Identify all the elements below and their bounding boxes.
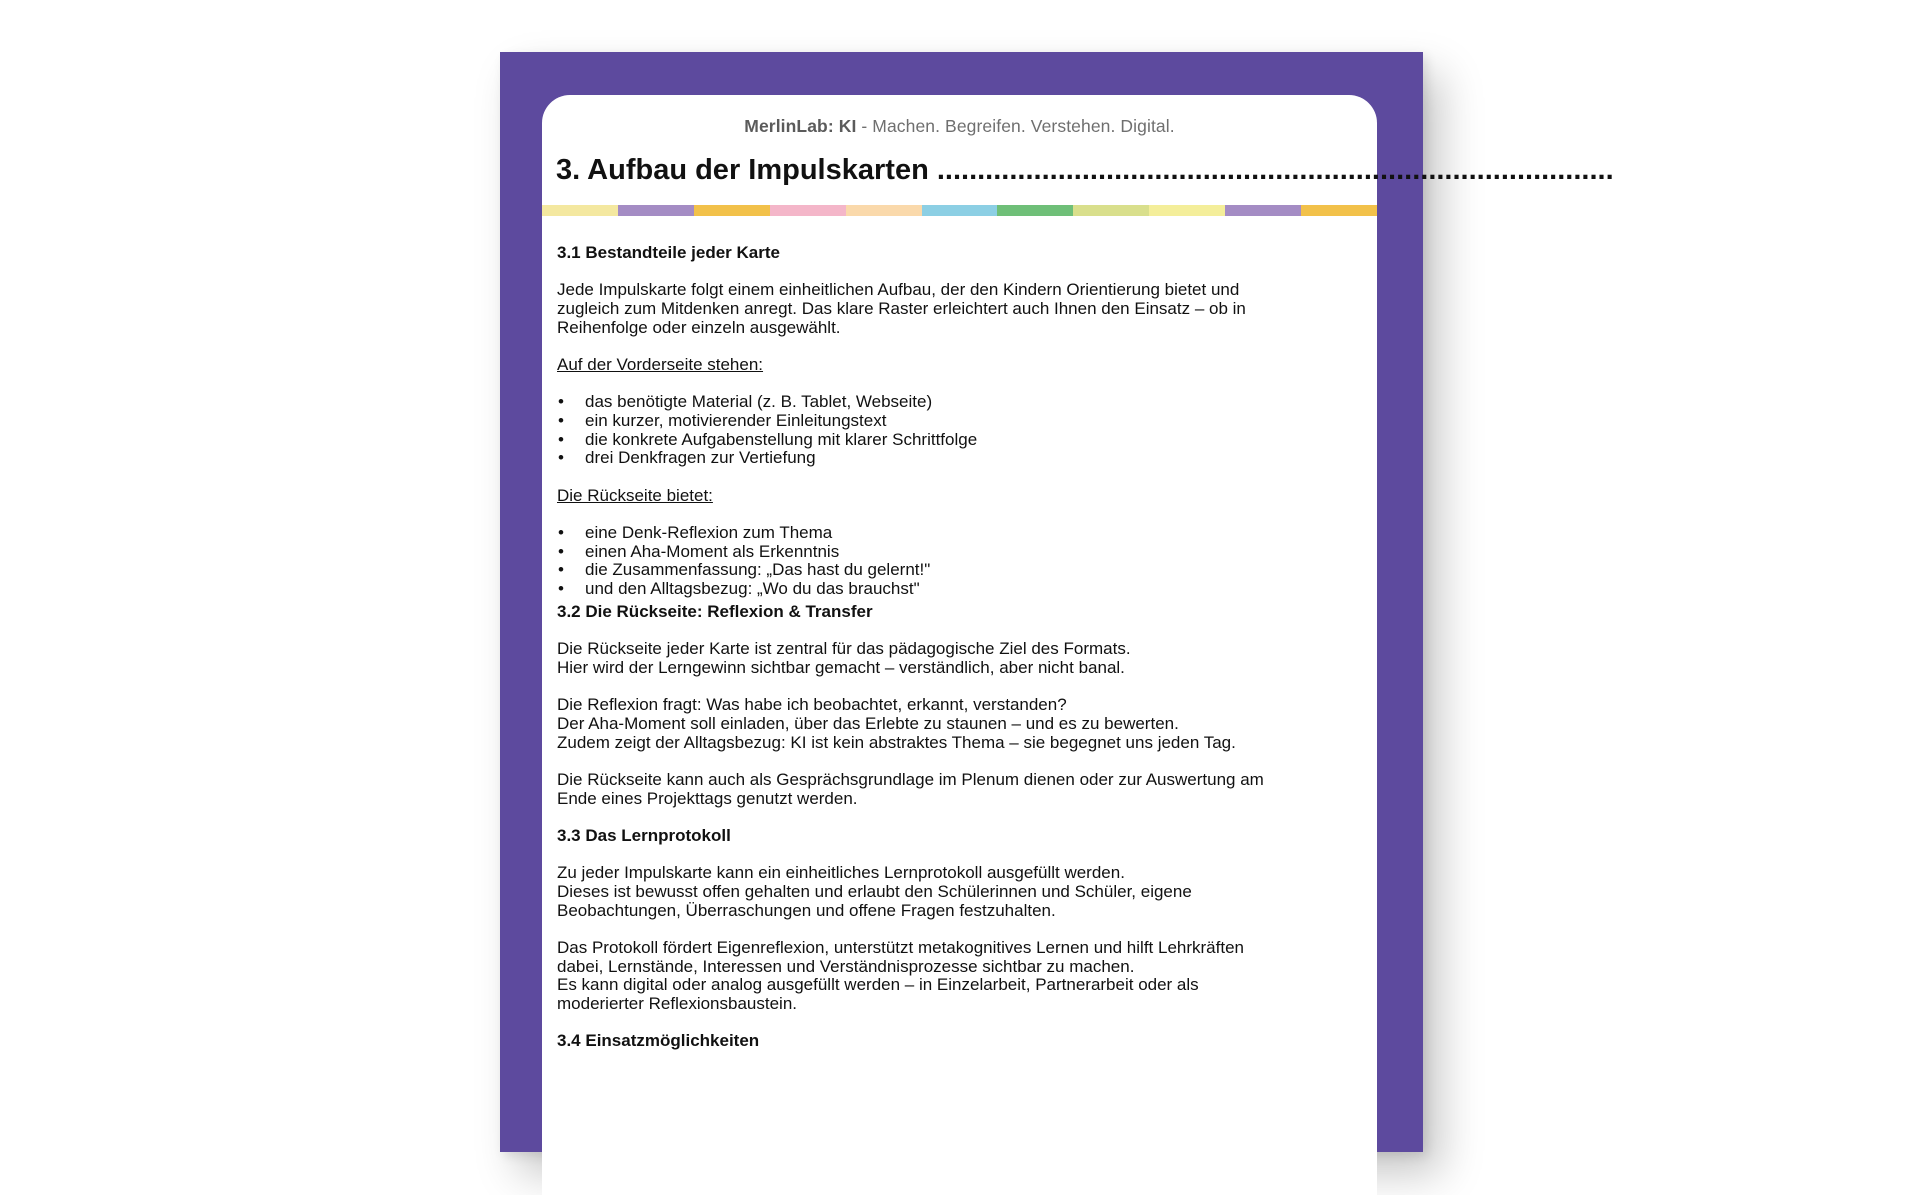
section-3-3-paragraph-1 bbox=[557, 864, 1362, 920]
list-item: • drei Denkfragen zur Vertiefung bbox=[557, 449, 1362, 468]
color-strip-segment bbox=[997, 205, 1073, 216]
section-3-2-paragraph-2 bbox=[557, 696, 1362, 752]
text-line: Das Protokoll fördert Eigenreflexion, unterstützt metakognitives Lernen und hilft Lehrkräften bbox=[557, 937, 1244, 957]
text-line: Reihenfolge oder einzeln ausgewählt. bbox=[557, 317, 841, 337]
color-strip-segment bbox=[1149, 205, 1225, 216]
list-item: • das benötigte Material (z. B. Tablet, Webseite) bbox=[557, 393, 1362, 412]
back-side-list bbox=[557, 524, 1362, 599]
color-strip-segment bbox=[1301, 205, 1377, 216]
section-heading-3-3: 3.3 Das Lernprotokoll bbox=[557, 825, 731, 845]
color-strip-segment bbox=[846, 205, 922, 216]
text-line: Der Aha-Moment soll einladen, über das Erlebte zu staunen – und es zu bewerten. bbox=[557, 713, 1179, 733]
color-strip-segment bbox=[1073, 205, 1149, 216]
text-line: Ende eines Projekttags genutzt werden. bbox=[557, 788, 858, 808]
section-heading-3-1: 3.1 Bestandteile jeder Karte bbox=[557, 243, 780, 262]
list-item: • ein kurzer, motivierender Einleitungstext bbox=[557, 412, 1362, 431]
section-heading-3-2: 3.2 Die Rückseite: Reflexion & Transfer bbox=[557, 601, 873, 621]
text-line: Zudem zeigt der Alltagsbezug: KI ist kein abstraktes Thema – sie begegnet uns jeden Tag. bbox=[557, 732, 1236, 752]
list-item: • die Zusammenfassung: „Das hast du gelernt!" bbox=[557, 561, 1362, 580]
text-line: Jede Impulskarte folgt einem einheitlichen Aufbau, der den Kindern Orientierung bietet und bbox=[557, 280, 1240, 300]
list-item: • eine Denk-Reflexion zum Thema bbox=[557, 524, 1362, 543]
list-item: • einen Aha-Moment als Erkenntnis bbox=[557, 543, 1362, 562]
list-item: • die konkrete Aufgabenstellung mit klarer Schrittfolge bbox=[557, 431, 1362, 450]
list-item: • und den Alltagsbezug: „Wo du das brauchst" bbox=[557, 580, 1362, 599]
text-line: Die Rückseite kann auch als Gesprächsgrundlage im Plenum dienen oder zur Auswertung am bbox=[557, 769, 1264, 789]
section-3-3-paragraph-2 bbox=[557, 939, 1362, 1014]
text-line: Dieses ist bewusst offen gehalten und erlaubt den Schülerinnen und Schüler, eigene bbox=[557, 881, 1192, 901]
text-line: moderierter Reflexionsbaustein. bbox=[557, 993, 798, 1013]
brand-name: MerlinLab: KI bbox=[744, 116, 857, 136]
section-3-2-paragraph-1 bbox=[557, 640, 1362, 677]
text-line: Es kann digital oder analog ausgefüllt werden – in Einzelarbeit, Partnerarbeit oder als bbox=[557, 975, 1199, 995]
text-line: Beobachtungen, Überraschungen und offene Fragen festzuhalten. bbox=[557, 900, 1056, 920]
document-page-frame bbox=[500, 52, 1614, 1152]
color-strip-segment bbox=[770, 205, 846, 216]
color-strip-segment bbox=[1225, 205, 1301, 216]
color-strip-segment bbox=[694, 205, 770, 216]
color-strip-segment bbox=[618, 205, 694, 216]
text-line: Die Rückseite jeder Karte ist zentral für das pädagogische Ziel des Formats. bbox=[557, 639, 1131, 659]
document-content bbox=[542, 216, 1377, 1051]
text-line: dabei, Lernstände, Interessen und Verständnisprozesse sichtbar zu machen. bbox=[557, 956, 1135, 976]
section-3-1-intro bbox=[557, 281, 1362, 337]
section-heading-3-4: 3.4 Einsatzmöglichkeiten bbox=[557, 1031, 760, 1051]
color-strip-segment bbox=[922, 205, 998, 216]
document-sheet bbox=[542, 95, 1614, 1195]
section-3-2-paragraph-3 bbox=[557, 771, 1362, 808]
brand-tagline: - Machen. Begreifen. Verstehen. Digital. bbox=[856, 116, 1175, 136]
brand-header bbox=[542, 116, 1377, 137]
text-line: Die Reflexion fragt: Was habe ich beobachtet, erkannt, verstanden? bbox=[557, 695, 1067, 715]
text-line: Zu jeder Impulskarte kann ein einheitliches Lernprotokoll ausgefüllt werden. bbox=[557, 863, 1125, 883]
chapter-title: 3. Aufbau der Impulskarten .................................................................................... bbox=[556, 154, 1614, 186]
color-strip-divider bbox=[542, 205, 1377, 216]
back-side-label: Die Rückseite bietet: bbox=[557, 485, 713, 505]
front-side-label: Auf der Vorderseite stehen: bbox=[557, 355, 764, 374]
text-line: zugleich zum Mitdenken anregt. Das klare Raster erleichtert auch Ihnen den Einsatz – ob in bbox=[557, 299, 1246, 318]
color-strip-segment bbox=[542, 205, 618, 216]
text-line: Hier wird der Lerngewinn sichtbar gemacht – verständlich, aber nicht banal. bbox=[557, 657, 1125, 677]
front-side-list bbox=[557, 393, 1362, 468]
